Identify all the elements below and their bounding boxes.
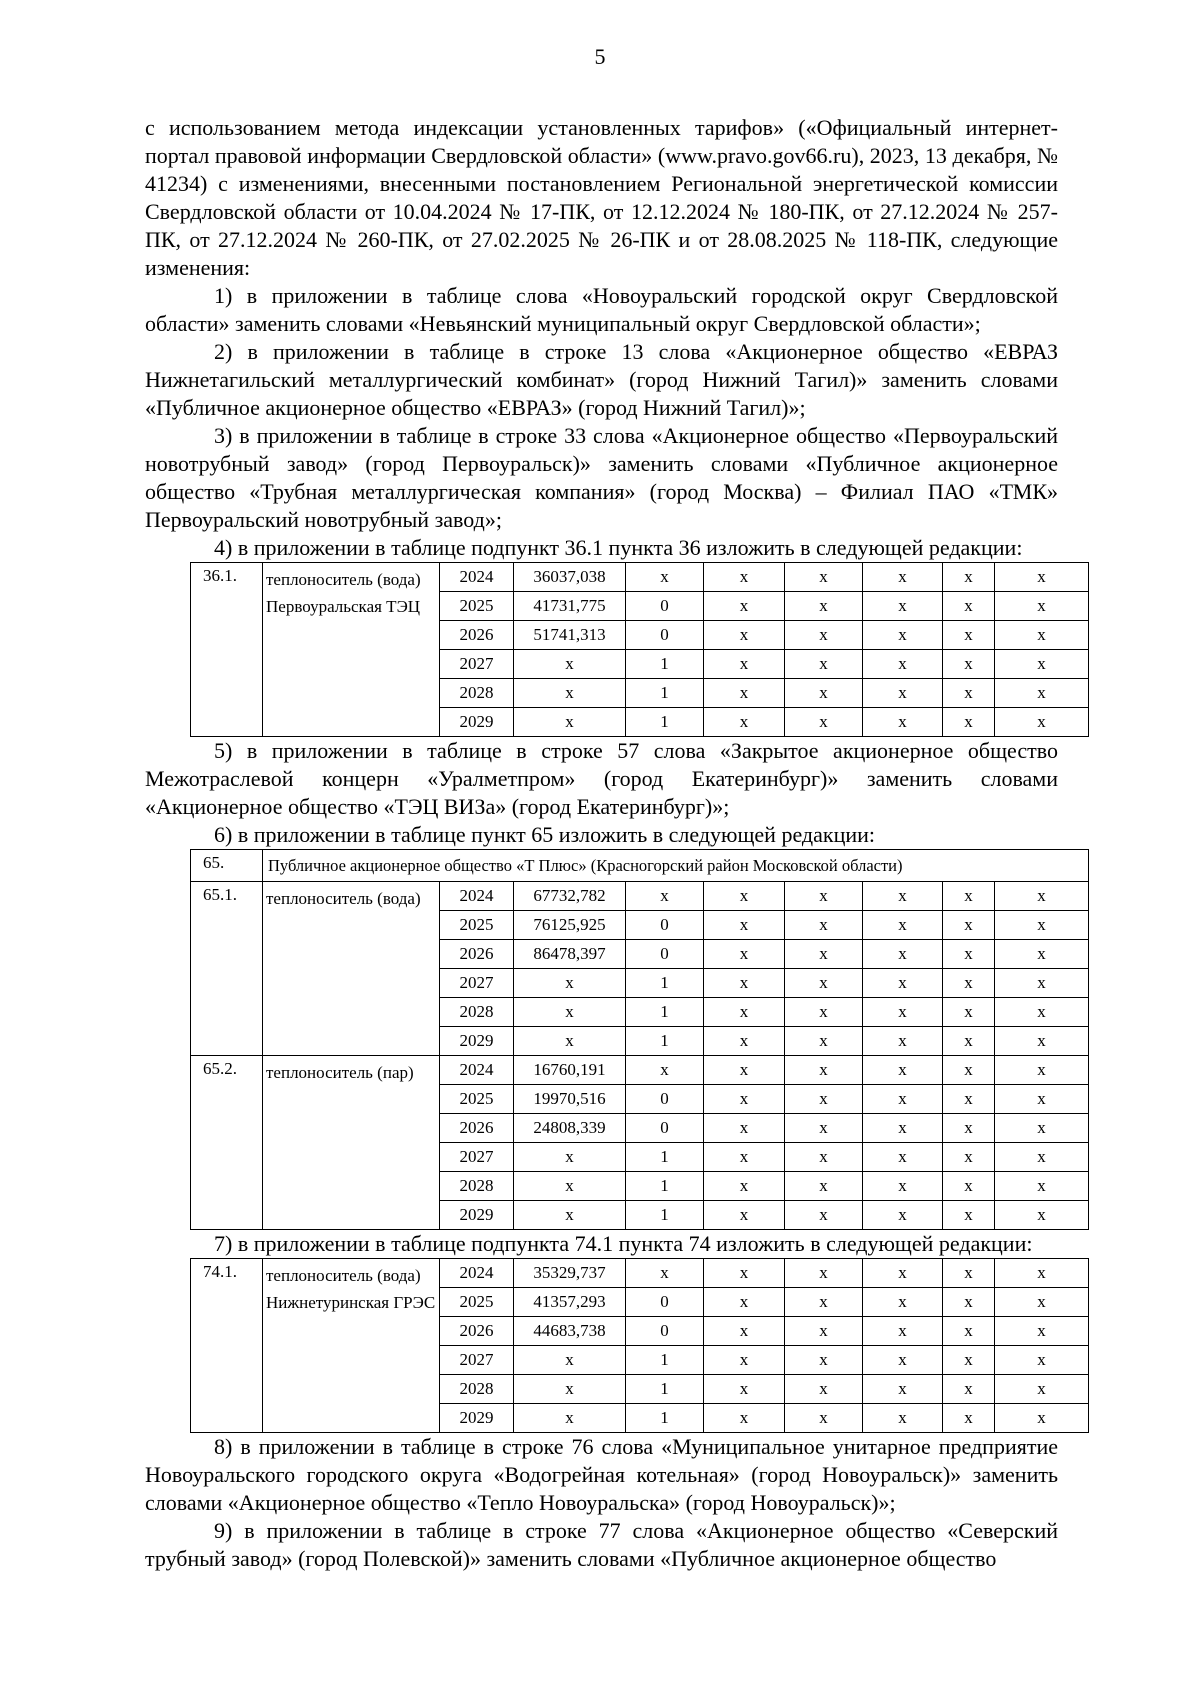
year-cell: 2029 (440, 1027, 514, 1056)
value-cell: х (704, 592, 785, 621)
value-cell: х (704, 1259, 785, 1288)
value-cell: х (943, 1172, 995, 1201)
value-cell: х (943, 1027, 995, 1056)
value-cell: х (943, 592, 995, 621)
value-cell: х (863, 1085, 943, 1114)
value-cell: 0 (626, 940, 704, 969)
value-cell: х (785, 1404, 863, 1433)
paragraph-item-7: 7) в приложении в таблице подпункта 74.1 пункта 74 изложить в следующей редакции: (214, 1231, 1033, 1256)
value-cell: х (943, 1346, 995, 1375)
value-cell: х (995, 940, 1089, 969)
value-cell: х (785, 1346, 863, 1375)
value-cell: х (943, 1288, 995, 1317)
value-cell: х (785, 1288, 863, 1317)
paragraph-item-5: 5) в приложении в таблице в строке 57 слова «Закрытое акционерное общество Межотраслевой концерн «Уралметпром» (город Екатеринбург)» заменить словами «Акционерное общество «ТЭЦ ВИЗа» (город Екатеринбург)»; (145, 738, 1058, 819)
value-cell: 16760,191 (514, 1056, 626, 1085)
organization-name: Публичное акционерное общество «Т Плюс» (Красногорский район Московской области) (263, 850, 1089, 882)
value-cell: 1 (626, 998, 704, 1027)
value-cell: х (943, 1404, 995, 1433)
value-cell: 1 (626, 1404, 704, 1433)
item-name: теплоноситель (пар) (263, 1056, 440, 1230)
value-cell: х (704, 998, 785, 1027)
value-cell: х (863, 1201, 943, 1230)
value-cell: х (704, 1201, 785, 1230)
value-cell: х (995, 621, 1089, 650)
value-cell: 1 (626, 969, 704, 998)
year-cell: 2025 (440, 911, 514, 940)
value-cell: х (995, 1317, 1089, 1346)
value-cell: 86478,397 (514, 940, 626, 969)
value-cell: 51741,313 (514, 621, 626, 650)
value-cell: х (785, 1375, 863, 1404)
value-cell: х (626, 1259, 704, 1288)
value-cell: 41357,293 (514, 1288, 626, 1317)
value-cell: х (995, 1056, 1089, 1085)
value-cell: х (514, 1143, 626, 1172)
value-cell: х (995, 592, 1089, 621)
year-cell: 2026 (440, 1114, 514, 1143)
value-cell: х (704, 1114, 785, 1143)
value-cell: х (704, 563, 785, 592)
value-cell: 1 (626, 1172, 704, 1201)
value-cell: х (943, 1259, 995, 1288)
value-cell: х (785, 563, 863, 592)
value-cell: 0 (626, 1085, 704, 1114)
value-cell: х (943, 940, 995, 969)
value-cell: х (785, 708, 863, 737)
value-cell: х (863, 679, 943, 708)
value-cell: х (995, 1201, 1089, 1230)
paragraph-item-6: 6) в приложении в таблице пункт 65 изложить в следующей редакции: (214, 822, 875, 847)
year-cell: 2027 (440, 650, 514, 679)
value-cell: 36037,038 (514, 563, 626, 592)
value-cell: х (785, 1085, 863, 1114)
item-number: 74.1. (191, 1259, 263, 1433)
value-cell: х (995, 563, 1089, 592)
value-cell: х (943, 679, 995, 708)
year-cell: 2024 (440, 882, 514, 911)
value-cell: х (704, 882, 785, 911)
value-cell: х (995, 882, 1089, 911)
value-cell: х (943, 969, 995, 998)
value-cell: 76125,925 (514, 911, 626, 940)
value-cell: х (863, 708, 943, 737)
value-cell: 1 (626, 1201, 704, 1230)
value-cell: х (863, 1172, 943, 1201)
paragraph-item-1: 1) в приложении в таблице слова «Новоуральский городской округ Свердловской области» заменить словами «Невьянский муниципальный округ Свердловской области»; (145, 283, 1058, 336)
value-cell: х (943, 998, 995, 1027)
item-number: 65. (191, 850, 263, 882)
value-cell: х (863, 1114, 943, 1143)
value-cell: х (785, 882, 863, 911)
value-cell: х (943, 708, 995, 737)
value-cell: 1 (626, 679, 704, 708)
year-cell: 2026 (440, 1317, 514, 1346)
value-cell: 67732,782 (514, 882, 626, 911)
value-cell: 44683,738 (514, 1317, 626, 1346)
year-cell: 2029 (440, 708, 514, 737)
value-cell: 1 (626, 1143, 704, 1172)
value-cell: х (863, 969, 943, 998)
value-cell: х (995, 679, 1089, 708)
value-cell: х (863, 563, 943, 592)
value-cell: х (514, 1346, 626, 1375)
value-cell: х (863, 882, 943, 911)
value-cell: х (704, 1317, 785, 1346)
paragraph-intro: с использованием метода индексации установленных тарифов» («Официальный интернет-портал правовой информации Свердловской области» (www.pravo.gov66.ru), 2023, 13 декабря, № 41234) с изменениями, внесенными постановлением Региональной энергетической комиссии Свердловской области от 10.04.2024 № 17-ПК, от 12.12.2024 № 180-ПК, от 27.12.2024 № 257-ПК, от 27.12.2024 № 260-ПК, от 27.02.2025 № 26-ПК и от 28.08.2025 № 118-ПК, следующие изменения: (145, 115, 1058, 280)
year-cell: 2027 (440, 1346, 514, 1375)
value-cell: х (704, 940, 785, 969)
value-cell: х (863, 592, 943, 621)
value-cell: 1 (626, 1027, 704, 1056)
value-cell: х (514, 969, 626, 998)
year-cell: 2024 (440, 563, 514, 592)
value-cell: 35329,737 (514, 1259, 626, 1288)
value-cell: х (704, 1085, 785, 1114)
paragraph-item-2: 2) в приложении в таблице в строке 13 слова «Акционерное общество «ЕВРАЗ Нижнетагильский металлургический комбинат» (город Нижний Тагил)» заменить словами «Публичное акционерное общество «ЕВРАЗ» (город Нижний Тагил)»; (145, 339, 1058, 420)
value-cell: 41731,775 (514, 592, 626, 621)
value-cell: х (995, 1172, 1089, 1201)
value-cell: х (995, 1375, 1089, 1404)
value-cell: х (943, 1375, 995, 1404)
year-cell: 2029 (440, 1201, 514, 1230)
table-header-row (191, 850, 1089, 882)
value-cell: х (704, 1288, 785, 1317)
value-cell: х (863, 1375, 943, 1404)
value-cell: х (863, 1346, 943, 1375)
value-cell: 0 (626, 1288, 704, 1317)
year-cell: 2026 (440, 940, 514, 969)
year-cell: 2025 (440, 1288, 514, 1317)
value-cell: х (785, 911, 863, 940)
value-cell: х (943, 882, 995, 911)
value-cell: х (943, 1143, 995, 1172)
value-cell: х (514, 708, 626, 737)
paragraph-item-9: 9) в приложении в таблице в строке 77 слова «Акционерное общество «Северский трубный завод» (город Полевской)» заменить словами «Публичное акционерное общество (145, 1518, 1058, 1571)
value-cell: х (863, 940, 943, 969)
value-cell: х (785, 998, 863, 1027)
value-cell: х (863, 1056, 943, 1085)
value-cell: х (943, 911, 995, 940)
value-cell: х (785, 940, 863, 969)
item-number: 36.1. (191, 563, 263, 737)
value-cell: 1 (626, 650, 704, 679)
value-cell: 24808,339 (514, 1114, 626, 1143)
value-cell: х (943, 1114, 995, 1143)
value-cell: 0 (626, 621, 704, 650)
value-cell: х (863, 1317, 943, 1346)
value-cell: х (514, 1375, 626, 1404)
year-cell: 2028 (440, 1375, 514, 1404)
value-cell: х (704, 911, 785, 940)
year-cell: 2026 (440, 621, 514, 650)
table-row (191, 1056, 1089, 1085)
value-cell: х (514, 650, 626, 679)
value-cell: х (785, 650, 863, 679)
value-cell: х (863, 911, 943, 940)
value-cell: х (704, 1172, 785, 1201)
value-cell: х (995, 1143, 1089, 1172)
value-cell: 0 (626, 1317, 704, 1346)
value-cell: х (785, 592, 863, 621)
year-cell: 2027 (440, 1143, 514, 1172)
value-cell: х (785, 1201, 863, 1230)
item-name: теплоноситель (вода) (263, 882, 440, 1056)
value-cell: х (943, 1201, 995, 1230)
value-cell: х (704, 621, 785, 650)
item-name: теплоноситель (вода) Первоуральская ТЭЦ (263, 563, 440, 737)
value-cell: х (995, 1085, 1089, 1114)
year-cell: 2028 (440, 1172, 514, 1201)
value-cell: 0 (626, 592, 704, 621)
tariff-table-74-1 (190, 1258, 1089, 1433)
value-cell: х (785, 969, 863, 998)
table-row (191, 563, 1089, 592)
paragraph-item-8: 8) в приложении в таблице в строке 76 слова «Муниципальное унитарное предприятие Новоуральского городского округа «Водогрейная котельная» (город Новоуральск)» заменить словами «Акционерное общество «Тепло Новоуральска» (город Новоуральск)»; (145, 1434, 1058, 1515)
value-cell: х (995, 1259, 1089, 1288)
year-cell: 2024 (440, 1259, 514, 1288)
value-cell: 1 (626, 1346, 704, 1375)
value-cell: х (704, 708, 785, 737)
value-cell: х (995, 1404, 1089, 1433)
value-cell: х (704, 679, 785, 708)
item-number: 65.1. (191, 882, 263, 1056)
value-cell: х (863, 998, 943, 1027)
paragraph-item-3: 3) в приложении в таблице в строке 33 слова «Акционерное общество «Первоуральский новотрубный завод» (город Первоуральск)» заменить словами «Публичное акционерное общество «Трубная металлургическая компания» (город Москва) – Филиал ПАО «ТМК» Первоуральский новотрубный завод»; (145, 423, 1058, 532)
year-cell: 2027 (440, 969, 514, 998)
value-cell: 19970,516 (514, 1085, 626, 1114)
year-cell: 2025 (440, 1085, 514, 1114)
value-cell: 1 (626, 708, 704, 737)
value-cell: х (785, 621, 863, 650)
value-cell: х (514, 1172, 626, 1201)
value-cell: х (704, 1375, 785, 1404)
value-cell: х (514, 679, 626, 708)
tariff-table-65 (190, 849, 1089, 1230)
year-cell: 2025 (440, 592, 514, 621)
page-number: 5 (594, 44, 606, 69)
value-cell: х (704, 1027, 785, 1056)
value-cell: х (514, 1404, 626, 1433)
value-cell: х (995, 1027, 1089, 1056)
year-cell: 2024 (440, 1056, 514, 1085)
item-number: 65.2. (191, 1056, 263, 1230)
value-cell: х (704, 1346, 785, 1375)
item-name: теплоноситель (вода) Нижнетуринская ГРЭС (263, 1259, 440, 1433)
value-cell: х (995, 1288, 1089, 1317)
value-cell: х (943, 1056, 995, 1085)
value-cell: х (995, 1346, 1089, 1375)
value-cell: х (704, 969, 785, 998)
value-cell: х (863, 1404, 943, 1433)
document-body (145, 114, 1058, 1573)
value-cell: х (704, 650, 785, 679)
year-cell: 2028 (440, 998, 514, 1027)
value-cell: х (785, 1056, 863, 1085)
value-cell: х (785, 679, 863, 708)
value-cell: х (863, 1259, 943, 1288)
value-cell: х (626, 882, 704, 911)
value-cell: х (863, 621, 943, 650)
tariff-table-36-1 (190, 562, 1089, 737)
table-row (191, 882, 1089, 911)
table-row (191, 1259, 1089, 1288)
value-cell: х (704, 1056, 785, 1085)
value-cell: х (995, 1114, 1089, 1143)
value-cell: х (514, 998, 626, 1027)
value-cell: х (863, 650, 943, 679)
value-cell: х (704, 1404, 785, 1433)
value-cell: х (626, 563, 704, 592)
value-cell: х (704, 1143, 785, 1172)
value-cell: х (943, 563, 995, 592)
value-cell: х (943, 650, 995, 679)
value-cell: х (514, 1027, 626, 1056)
value-cell: х (785, 1143, 863, 1172)
value-cell: 0 (626, 1114, 704, 1143)
value-cell: х (863, 1288, 943, 1317)
value-cell: 0 (626, 911, 704, 940)
value-cell: х (995, 969, 1089, 998)
paragraph-item-4: 4) в приложении в таблице подпункт 36.1 пункта 36 изложить в следующей редакции: (214, 535, 1023, 560)
value-cell: х (863, 1143, 943, 1172)
value-cell: х (514, 1201, 626, 1230)
value-cell: 1 (626, 1375, 704, 1404)
value-cell: х (995, 708, 1089, 737)
year-cell: 2028 (440, 679, 514, 708)
value-cell: х (943, 1085, 995, 1114)
value-cell: х (863, 1027, 943, 1056)
value-cell: х (785, 1172, 863, 1201)
year-cell: 2029 (440, 1404, 514, 1433)
value-cell: х (943, 621, 995, 650)
value-cell: х (626, 1056, 704, 1085)
value-cell: х (995, 911, 1089, 940)
value-cell: х (943, 1317, 995, 1346)
value-cell: х (785, 1027, 863, 1056)
value-cell: х (785, 1259, 863, 1288)
value-cell: х (995, 998, 1089, 1027)
value-cell: х (785, 1317, 863, 1346)
value-cell: х (995, 650, 1089, 679)
value-cell: х (785, 1114, 863, 1143)
